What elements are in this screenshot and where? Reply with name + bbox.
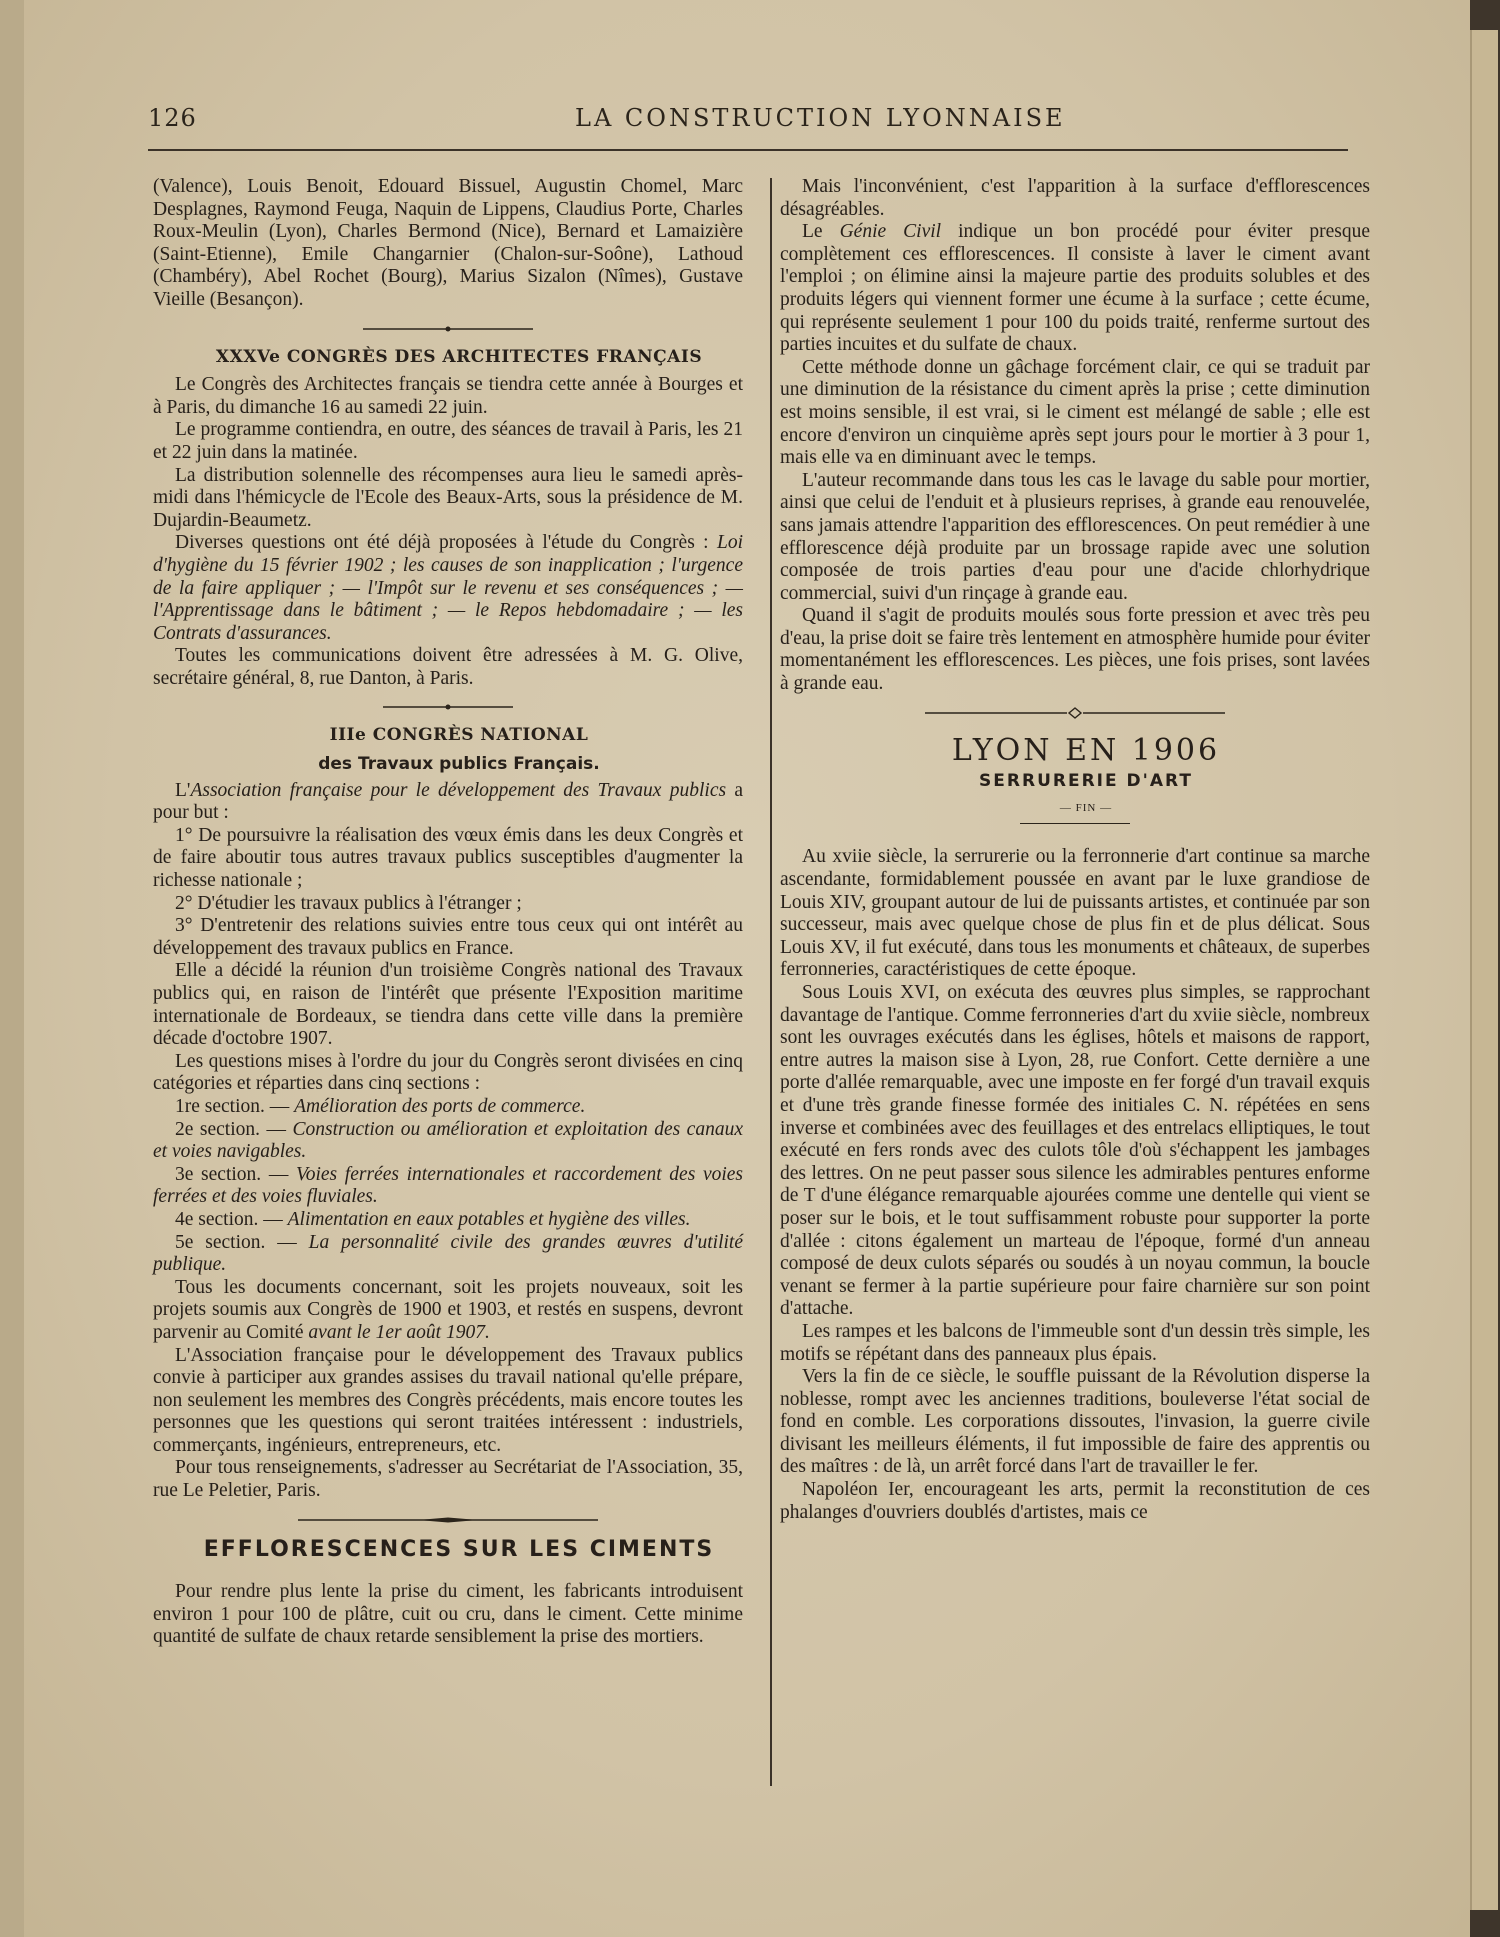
- section-item: [153, 1096, 743, 1119]
- lyon-heading: LYON EN 1906: [951, 732, 1221, 768]
- paragraph-text: Le: [802, 221, 840, 243]
- paragraph-text: indique un bon procédé pour éviter presque complètement ces efflorescences. Il consiste à laver le ciment avant l'emploi ; on élimine ainsi la majeure partie des produits solubles et des produits légers qui viennent former une écume à la surface ; cette écume, qui représente seulement 1 pour 100 du poids traité, renferme surtout des parties incuites et du sulfate de chaux.: [780, 221, 1370, 356]
- paragraph: Sous Louis XVI, on exécuta des œuvres plus simples, se rapprochant davantage de l'antique. Comme ferronneries d'art du xviie siècle, nombreux sont les ouvrages exécutés dans les églises, hôtels et maisons de rapport, entre autres la maison sise à Lyon, 28, rue Confort. Cette dernière a une porte d'allée remarquable, avec une imposte en fer forgé d'un travail exquis et d'une très grande finesse formée des initiales C. N. répétées en sens inverse et combinées avec des feuillages et des entrelacs elliptiques, le tout exécuté en fers ronds avec des culots tôle d'où s'échappent les jambages des lettres. On ne peut passer sous silence les admirables pentures enforme de T d'une élégance remarquable ajourées comme une dentelle qui vient se poser sur le bois, et le tout suffisamment robuste pour supporter la porte d'allée : citons également un marteau de l'époque, formé d'un anneau composé de deux culots séparés ou soudés à un noyau commun, la boucle venant se fermer à la partie supérieure pour faire charnière sur son point d'attache.: [780, 982, 1370, 1320]
- page-left-edge: [0, 0, 24, 1937]
- paragraph: Les rampes et les balcons de l'immeuble sont d'un dessin très simple, les motifs se répétant dans des panneaux plus épais.: [780, 1320, 1370, 1365]
- section-text: La personnalité civile des grandes œuvres d'utilité publique.: [153, 1231, 743, 1276]
- section-text: Construction ou amélioration et exploitation des canaux et voies navigables.: [153, 1118, 743, 1163]
- section-ornament: [383, 700, 513, 714]
- paragraph-text: L': [175, 779, 191, 801]
- efflorescences-heading: EFFLORESCENCES SUR LES CIMENTS: [203, 1536, 715, 1562]
- section-number: 1re section. —: [175, 1095, 295, 1117]
- paragraph: 2° D'étudier les travaux publics à l'étranger ;: [175, 892, 522, 914]
- paragraph: [153, 780, 743, 825]
- paragraph: Cette méthode donne un gâchage forcément clair, ce qui se traduit par une diminution de la résistance du ciment après la prise ; cette diminution est moins sensible, il est vrai, si le ciment est mélangé de sable ; elle est encore d'environ un cinquième après sept jours pour le mortier à 3 pour 1, mais elle va en diminuant avec le temps.: [780, 356, 1370, 469]
- public-works-congress-subheading: des Travaux publics Français.: [318, 754, 600, 775]
- section-item: [153, 1164, 743, 1209]
- paragraph: Le Congrès des Architectes français se tiendra cette année à Bourges et à Paris, du dimanche 16 au samedi 22 juin.: [153, 374, 743, 418]
- serrurerie-subheading: SERRURERIE D'ART: [979, 771, 1193, 792]
- paragraph: Au xviie siècle, la serrurerie ou la ferronnerie d'art continue sa marche ascendante, formidablement poussée en avant par le luxe grandiose de Louis XIV, groupant autour de lui de puissants artistes, et continuée par son successeur, mais avec quelque chose de plus fin et de plus délicat. Sous Louis XV, il fut exécuté, dans tous les monuments et châteaux, de superbes ferronneries, caractéristiques de cette époque.: [780, 846, 1370, 981]
- section-number: 5e section. —: [175, 1231, 309, 1253]
- section-item: [153, 1119, 743, 1164]
- section-text: Amélioration des ports de commerce.: [294, 1095, 586, 1117]
- section-number: 3e section. —: [175, 1163, 296, 1185]
- fin-label: — FIN —: [1059, 801, 1113, 814]
- intro-paragraph: (Valence), Louis Benoit, Edouard Bissuel, Augustin Chomel, Marc Desplagnes, Raymond Feuga, Naquin de Lippens, Claudius Porte, Charles Roux-Meulin (Lyon), Charles Bermond (Nice), Bernard et Lamaizière (Saint-Etienne), Emile Changarnier (Chalon-sur-Soône), Lathoud (Chambéry), Abel Rochet (Bourg), Marius Sizalon (Nîmes), Gustave Vieille (Besançon).: [153, 176, 743, 310]
- paragraph: Pour tous renseignements, s'adresser au Secrétariat de l'Association, 35, rue Le Peletier, Paris.: [153, 1457, 743, 1502]
- section-number: 2e section. —: [175, 1118, 293, 1140]
- section-item: [153, 1209, 743, 1232]
- paragraph: [153, 532, 743, 645]
- paragraph: Vers la fin de ce siècle, le souffle puissant de la Révolution disperse la noblesse, rompt avec les anciennes traditions, bouleverse l'état social de fond en comble. Les corporations dissoutes, l'invasion, la guerre civile divisant les meilleurs éléments, il fut impossible de faire des apprentis ou des maîtres : de là, un arrêt forcé dans l'art de travailler le fer.: [780, 1366, 1370, 1478]
- paragraph: Mais l'inconvénient, c'est l'apparition à la surface d'efflorescences désagréables.: [780, 176, 1370, 220]
- public-works-congress-heading: IIIe CONGRÈS NATIONAL: [329, 725, 589, 746]
- column-divider: [770, 178, 772, 1786]
- section-ornament: [298, 1513, 598, 1527]
- paragraph: Le programme contiendra, en outre, des séances de travail à Paris, les 21 et 22 juin dans la matinée.: [153, 419, 743, 463]
- paragraph-text: a pour but :: [153, 779, 743, 824]
- paragraph: L'Association française pour le développement des Travaux publics convie à participer aux grandes assises du travail national qu'elle prépare, non seulement les membres des Congrès précédents, mais encore toutes les personnes que les questions qui seront traitées intéressent : industriels, commerçants, ingénieurs, entrepreneurs, etc.: [153, 1344, 743, 1456]
- paragraph: 3° D'entretenir des relations suivies entre tous ceux qui ont intérêt au développement des travaux publics en France.: [153, 915, 743, 959]
- paragraph: La distribution solennelle des récompenses aura lieu le samedi après-midi dans l'hémicycle de l'Ecole des Beaux-Arts, sous la présidence de M. Dujardin-Beaumetz.: [153, 464, 743, 531]
- right-column: [780, 176, 1370, 1524]
- paragraph: Napoléon Ier, encourageant les arts, permit la reconstitution de ces phalanges d'ouvriers doublés d'artistes, mais ce: [780, 1479, 1370, 1523]
- section-item: [153, 1232, 743, 1277]
- section-ornament: [925, 706, 1225, 720]
- paragraph: Les questions mises à l'ordre du jour du Congrès seront divisées en cinq catégories et réparties dans cinq sections :: [153, 1050, 743, 1095]
- left-column: [153, 176, 743, 1649]
- paragraph-italic: avant le 1er août 1907.: [308, 1321, 490, 1343]
- paragraph-text: Tous les documents concernant, soit les projets nouveaux, soit les projets soumis aux Congrès de 1900 et 1903, et restés en suspens, devront parvenir au Comité: [153, 1276, 743, 1343]
- binding-edge: [1470, 0, 1500, 1937]
- paragraph-italic: Loi d'hygiène du 15 février 1902 ; les causes de son inapplication ; l'urgence de la faire appliquer ; — l'Impôt sur le revenu et ses conséquences ; — l'Apprentissage dans le bâtiment ; — le Repos hebdomadaire ; — les Contrats d'assurances.: [153, 532, 743, 644]
- section-ornament: [363, 322, 533, 336]
- section-number: 4e section. —: [175, 1208, 288, 1230]
- paragraph: Toutes les communications doivent être adressées à M. G. Olive, secrétaire général, 8, rue Danton, à Paris.: [153, 645, 743, 689]
- paragraph: L'auteur recommande dans tous les cas le lavage du sable pour mortier, ainsi que celui de l'enduit et à plusieurs reprises, à grande eau renouvelée, sans jamais attendre l'apparition des efflorescences. On peut remédier à une efflorescence déjà produite par un brossage rapide avec une solution composée de trois parties d'eau pour une d'acide chlorhydrique commercial, suivi d'un rinçage à grande eau.: [780, 469, 1370, 604]
- page-number: 126: [148, 104, 197, 132]
- paragraph-italic: Génie Civil: [839, 221, 942, 243]
- architects-congress-heading: XXXVe CONGRÈS DES ARCHITECTES FRANÇAIS: [215, 346, 703, 367]
- paragraph: Pour rendre plus lente la prise du ciment, les fabricants introduisent environ 1 pour 100 de plâtre, cuit ou cru, dans le ciment. Cette minime quantité de sulfate de chaux retarde sensiblement la prise des mortiers.: [153, 1581, 743, 1648]
- paragraph: Elle a décidé la réunion d'un troisième Congrès national des Travaux publics qui, en raison de l'intérêt que présente l'Exposition maritime internationale de Bordeaux, se tiendra dans cette ville dans la première décade d'octobre 1907.: [153, 960, 743, 1050]
- header-rule: [148, 149, 1348, 151]
- section-text: Voies ferrées internationales et raccordement des voies ferrées et des voies fluviales.: [153, 1163, 744, 1208]
- paragraph-text: Diverses questions ont été déjà proposées à l'étude du Congrès :: [175, 532, 717, 554]
- running-title: LA CONSTRUCTION LYONNAISE: [575, 104, 1066, 132]
- paragraph: 1° De poursuivre la réalisation des vœux émis dans les deux Congrès et de faire aboutir tous autres travaux publics susceptibles d'augmenter la richesse nationale ;: [153, 824, 743, 892]
- section-text: Alimentation en eaux potables et hygiène des villes.: [287, 1208, 691, 1230]
- paragraph: Quand il s'agit de produits moulés sous forte pression et avec très peu d'eau, la prise doit se faire très lentement en atmosphère humide pour éviter momentanément les efflorescences. Les pièces, une fois prises, sont lavées à grande eau.: [780, 605, 1370, 695]
- paragraph: [780, 221, 1370, 357]
- paragraph: [153, 1277, 743, 1345]
- paragraph-italic: Association française pour le développement des Travaux publics: [190, 779, 727, 801]
